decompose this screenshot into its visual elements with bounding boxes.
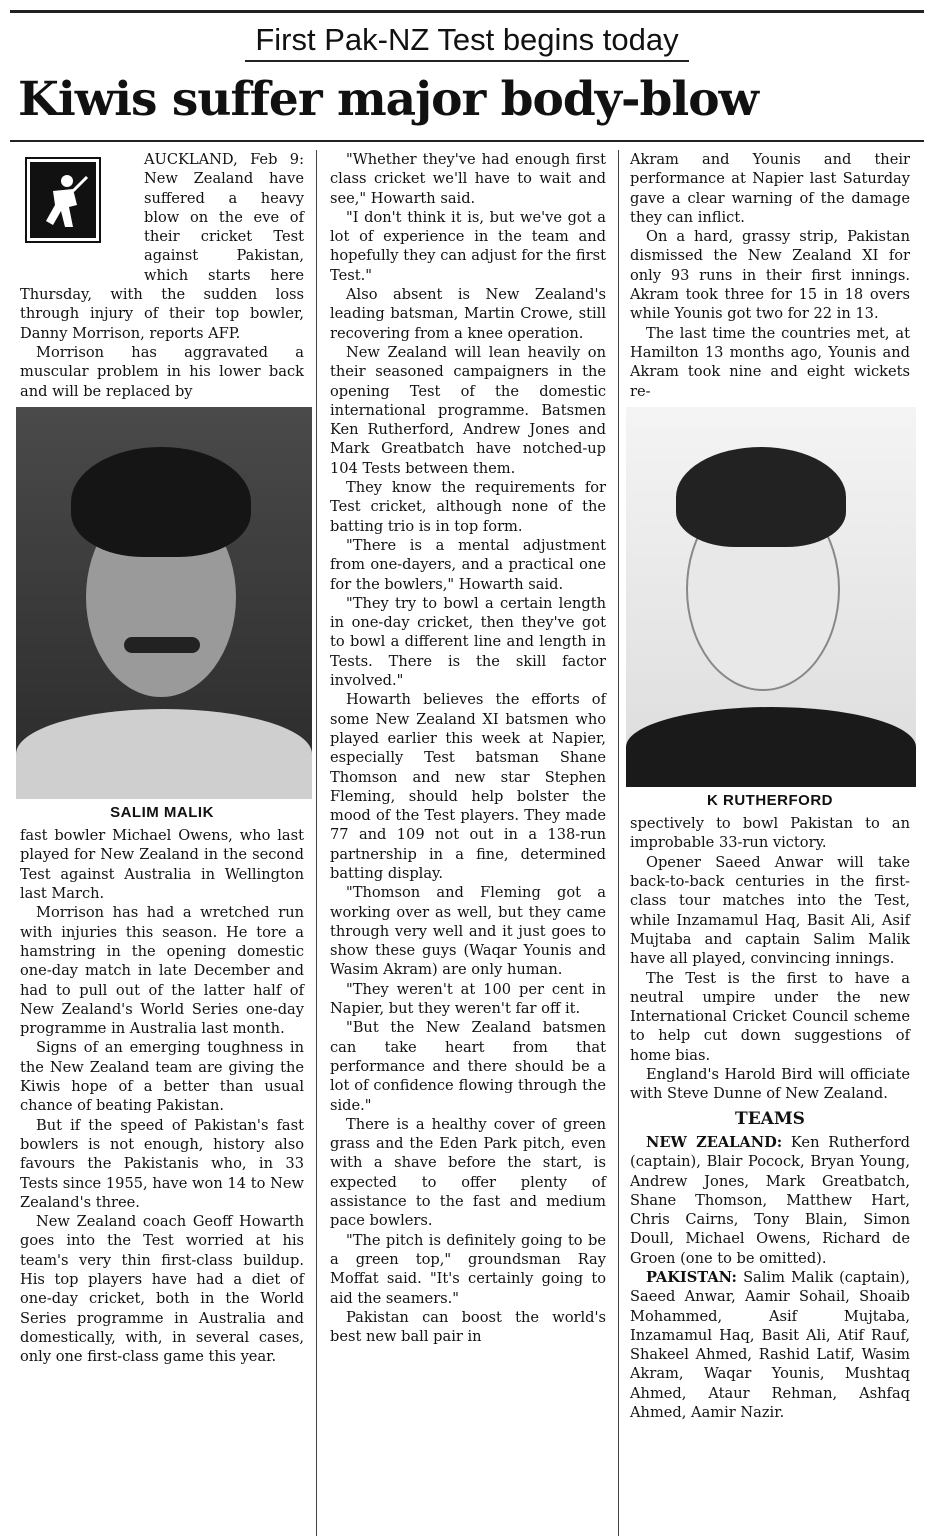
team-players: Ken Rutherford (captain), Blair Pocock, Bryan Young, Andrew Jones, Mark Greatbatch, Shane Thomson, Matthew Hart, Chris Cairns, Tony Blain, Simon Doull, Michael Owens, Richard de Groen (one to be omitted). [630, 1133, 911, 1267]
paragraph: Howarth believes the efforts of some New Zealand XI batsmen who played earlier this week at Napier, especially Test batsman Shane Thomson and new star Stephen Fleming, should help bolster the mood of the Test players. They made 77 and 109 not out in a 138-run partnership in a fine, determined batting display. [330, 691, 606, 882]
paragraph: "I don't think it is, but we've got a lot of experience in the team and hopefully they can adjust for the first Test." [330, 208, 606, 284]
paragraph: "Thomson and Fleming got a working over as well, but they came through very well and it just goes to show these guys (Waqar Younis and Wasim Akram) are only human. [330, 884, 606, 979]
column-2 [330, 150, 606, 1346]
kicker-text: First Pak-NZ Test begins today [245, 22, 688, 62]
paragraph: There is a healthy cover of green grass and the Eden Park pitch, even with a shave before the start, is expected to offer plenty of assistance to the fast and medium pace bowlers. [330, 1115, 606, 1230]
paragraph: Pakistan can boost the world's best new ball pair in [330, 1308, 606, 1346]
photo-salim-malik [16, 407, 312, 799]
paragraph: Opener Saeed Anwar will take back-to-back centuries in the first-class tour matches into the Test, while Inzamamul Haq, Basit Ali, Asif Mujtaba and captain Salim Malik have all played, convincing innings. [630, 853, 910, 968]
top-rule [10, 10, 924, 13]
cricket-logo-icon [30, 162, 96, 238]
paragraph: "They try to bowl a certain length in one-day cricket, then they've got to bowl a different line and length in Tests. There is the skill factor involved." [330, 594, 606, 690]
column-1 [20, 150, 304, 1366]
paragraph: England's Harold Bird will officiate with Steve Dunne of New Zealand. [630, 1066, 910, 1103]
paragraph: Morrison has aggravated a muscular problem in his lower back and will be replaced by [20, 343, 304, 400]
photo-caption: SALIM MALIK [110, 803, 214, 821]
paragraph: New Zealand coach Geoff Howarth goes into the Test worried at his team's very thin first-class buildup. His top players have had a diet of one-day cricket, both in the World Series programme in Australia and domestically, with, in several cases, only one first-class game this year. [20, 1213, 304, 1366]
paragraph: On a hard, grassy strip, Pakistan dismissed the New Zealand XI for only 93 runs in their first innings. Akram took three for 15 in 18 overs while Younis got two for 22 in 13. [630, 228, 910, 323]
photo-caption: K RUTHERFORD [707, 791, 833, 809]
paragraph: "They weren't at 100 per cent in Napier, but they weren't far off it. [330, 980, 606, 1018]
paragraph: But if the speed of Pakistan's fast bowlers is not enough, history also favours the Pakistanis who, in 33 Tests since 1955, have won 14 to New Zealand's three. [20, 1116, 304, 1211]
portrait-moustache [124, 637, 200, 653]
paragraph: Also absent is New Zealand's leading batsman, Martin Crowe, still recovering from a knee operation. [330, 286, 606, 342]
team-players: Salim Malik (captain), Saeed Anwar, Aamir Sohail, Shoaib Mohammed, Asif Mujtaba, Inzamamul Haq, Basit Ali, Atif Rauf, Shakeel Ahmed, Rashid Latif, Wasim Akram, Waqar Younis, Mushtaq Ahmed, Ataur Rehman, Ashfaq Ahmed, Aamir Nazir. [630, 1268, 910, 1422]
paragraph: Akram and Younis and their performance at Napier last Saturday gave a clear warning of the damage they can inflict. [630, 151, 910, 226]
paragraph: Signs of an emerging toughness in the New Zealand team are giving the Kiwis hope of a better than usual chance of beating Pakistan. [20, 1039, 304, 1115]
portrait-hair [676, 447, 846, 547]
column-divider [316, 150, 317, 1536]
team-list-pak [630, 1268, 910, 1422]
paragraph: Morrison has had a wretched run with injuries this season. He tore a hamstring in the opening domestic one-day match in late December and had to pull out of the latter half of New Zealand's World Series one-day programme in Australia last month. [20, 904, 304, 1038]
photo-k-rutherford [626, 407, 916, 787]
column-divider [618, 150, 619, 1536]
kicker [10, 22, 924, 58]
portrait-hair [71, 447, 251, 557]
headline-rule [10, 140, 924, 142]
logo-wrap [20, 150, 144, 282]
portrait-shirt [16, 709, 312, 799]
team-name: PAKISTAN: [646, 1268, 737, 1286]
paragraph: The Test is the first to have a neutral umpire under the new International Cricket Council scheme to help cut down suggestions of home bias. [630, 969, 910, 1064]
paragraph: They know the requirements for Test cricket, although none of the batting trio is in top form. [330, 479, 606, 535]
paragraph: fast bowler Michael Owens, who last played for New Zealand in the second Test against Australia in Wellington last March. [20, 827, 304, 903]
newspaper-clipping [10, 6, 924, 1536]
headline: Kiwis suffer major body-blow [18, 72, 759, 127]
paragraph: spectively to bowl Pakistan to an improbable 33-run victory. [630, 815, 910, 852]
portrait-shirt [626, 707, 916, 787]
paragraph: AUCKLAND, Feb 9: New Zealand have suffered a heavy blow on the eve of their cricket Test against Pakistan, which starts here Thursday, with the sudden loss through injury of their top bowler, Danny Morrison, reports AFP. [20, 151, 304, 342]
paragraph: "There is a mental adjustment from one-dayers, and a practical one for the bowlers," Howarth said. [330, 536, 606, 593]
paragraph: The last time the countries met, at Hamilton 13 months ago, Younis and Akram took nine and eight wickets re- [630, 324, 910, 400]
paragraph: New Zealand will lean heavily on their seasoned campaigners in the opening Test of the domestic international programme. Batsmen Ken Rutherford, Andrew Jones and Mark Greatbatch have notched-up 104 Tests between them. [330, 343, 606, 477]
paragraph: "But the New Zealand batsmen can take heart from that performance and there should be a lot of confidence flowing through the side." [330, 1019, 606, 1114]
team-list-nz [630, 1133, 910, 1268]
team-name: NEW ZEALAND: [646, 1133, 783, 1151]
paragraph: "The pitch is definitely going to be a green top," groundsman Ray Moffat said. "It's certainly going to aid the seamers." [330, 1231, 606, 1307]
teams-heading: TEAMS [735, 1108, 805, 1129]
column-3 [630, 150, 910, 1422]
paragraph: "Whether they've had enough first class cricket we'll have to wait and see," Howarth said. [330, 151, 606, 207]
